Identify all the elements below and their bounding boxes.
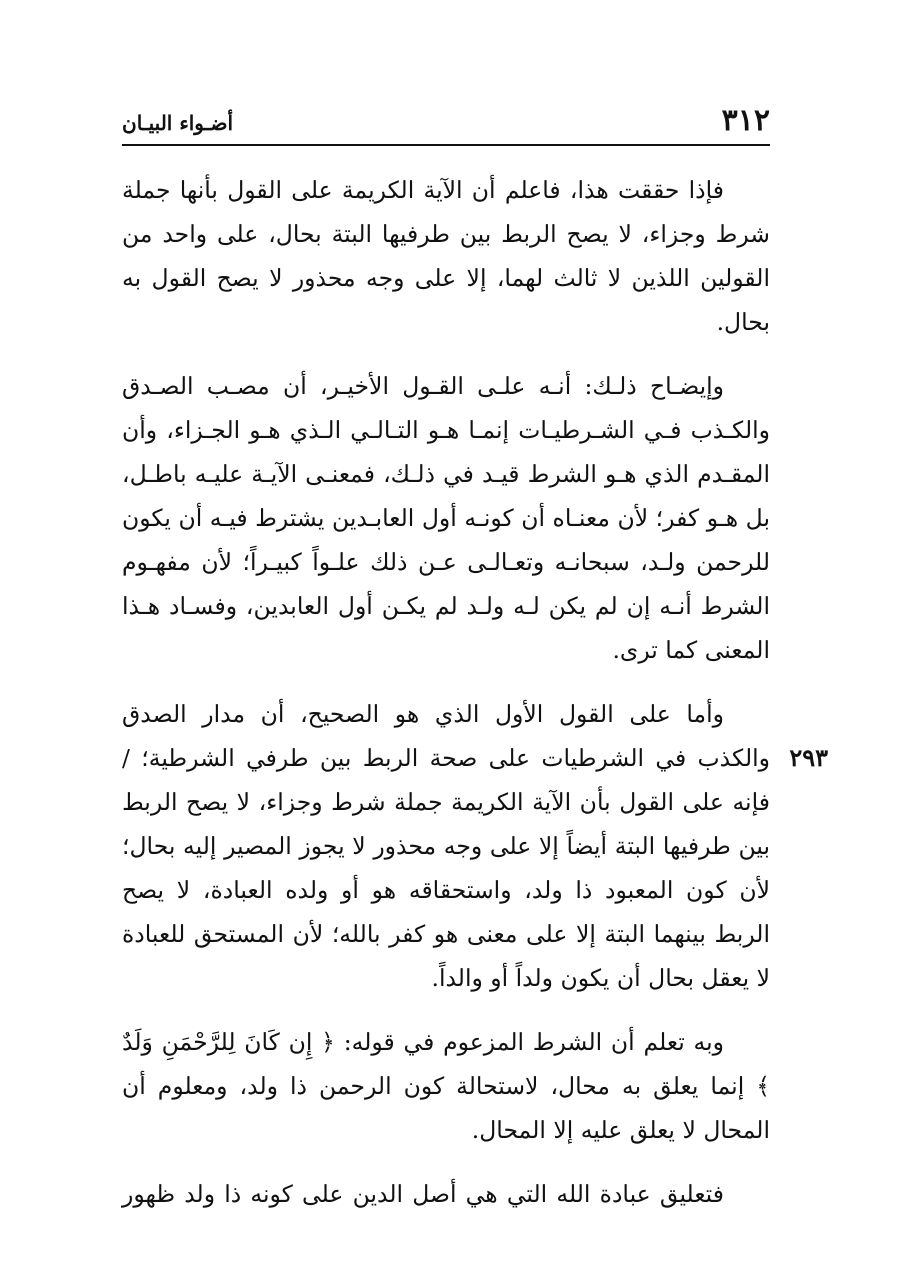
running-title: أضـواء البيـان — [122, 111, 234, 135]
paragraph-5: فتعليق عبادة الله التي هي أصل الدين على كونه ذا ولد ظهور — [122, 1180, 724, 1208]
page-header — [122, 100, 770, 146]
paragraph-3-wrapper — [122, 692, 828, 1000]
paragraph-1: فإذا حققت هذا، فاعلم أن الآية الكريمة على القول بأنها جملة شرط وجزاء، لا يصح الربط بين طرفيها البتة بحال، على واحد من القولين اللذين لا ثالث لهما، إلا على وجه محذور لا يصح القول به بحال. — [122, 176, 770, 336]
paragraph-3: وأما على القول الأول الذي هو الصحيح، أن مدار الصدق والكذب في الشرطيات على صحة الربط بين طرفي الشرطية؛ / فإنه على القول بأن الآية الكريمة جملة شرط وجزاء، لا يصح الربط بين طرفيها البتة أيضاً إلا على وجه محذور لا يجوز المصير إليه بحال؛ لأن كون المعبود ذا ولد، واستحقاقه هو أو ولده العبادة، لا يصح الربط بينهما البتة إلا على معنى هو كفر بالله؛ لأن المستحق للعبادة لا يعقل بحال أن يكون ولداً أو والداً. — [122, 700, 770, 992]
paragraph-4: وبه تعلم أن الشرط المزعوم في قوله: ﴿ إِن كَانَ لِلرَّحْمَنِ وَلَدٌ ﴾ إنما يعلق به محال، لاستحالة كون الرحمن ذا ولد، ومعلوم أن المحال لا يعلق عليه إلا المحال. — [122, 1028, 770, 1144]
page-number: ٣١٢ — [721, 103, 770, 138]
page-body — [122, 168, 828, 1216]
margin-page-marker: ٢٩٣ — [789, 743, 828, 772]
book-page — [122, 100, 828, 1236]
paragraph-2: وإيضـاح ذلـك: أنـه علـى القـول الأخيـر، أن مصـب الصـدق والكـذب فـي الشـرطيـات إنمـا هـو التـالـي الـذي هـو الجـزاء، وأن المقـدم الذي هـو الشرط قيـد في ذلـك، فمعنـى الآيـة عليـه باطـل، بل هـو كفر؛ لأن معنـاه أن كونـه أول العابـدين يشترط فيـه أن يكون للرحمن ولـد، سبحانـه وتعـالـى عـن ذلك علـواً كبيـراً؛ لأن مفهـوم الشرط أنـه إن لم يكن لـه ولـد لم يكـن أول العابدين، وفسـاد هـذا المعنى كما ترى. — [122, 372, 770, 664]
